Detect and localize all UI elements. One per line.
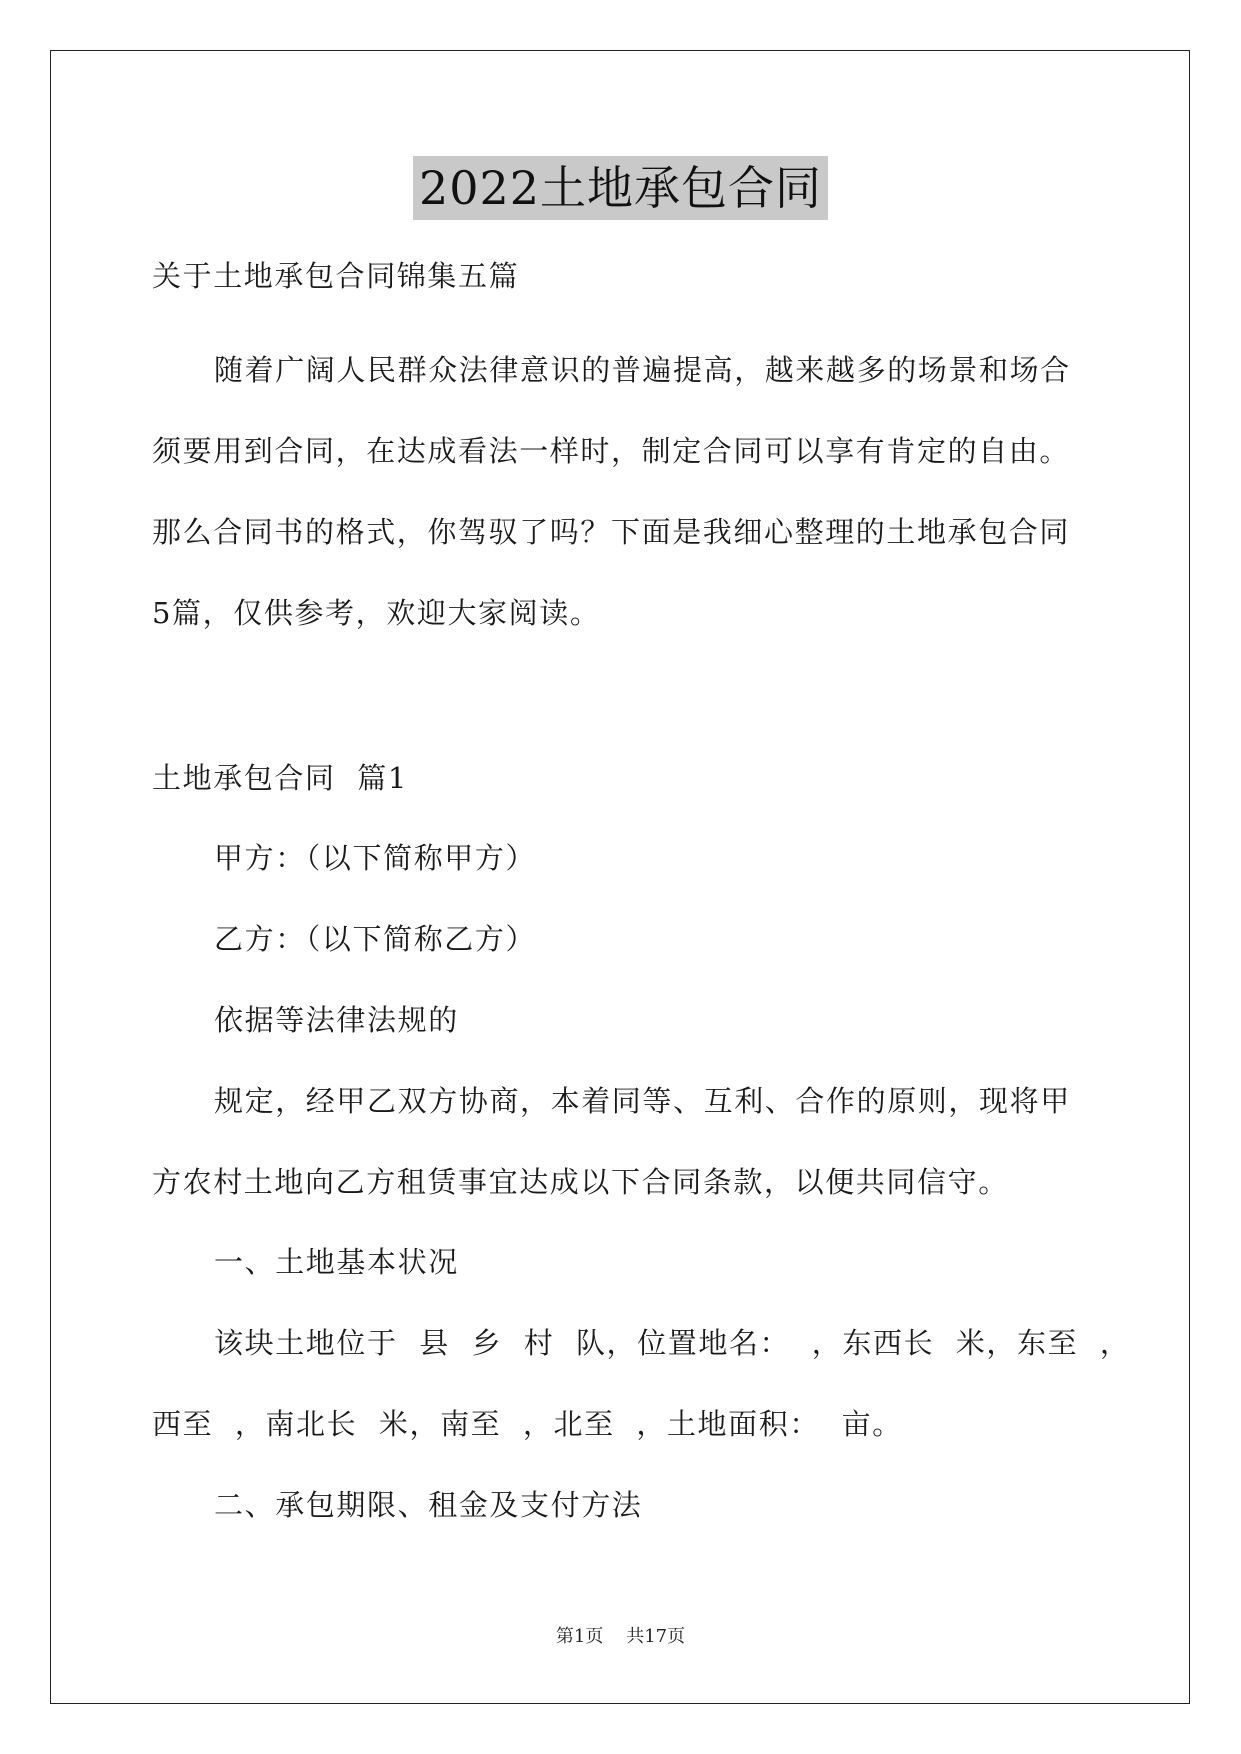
land-location-line-2: 西至 ，南北长 米，南至 ，北至 ，土地面积： 亩。 — [152, 1407, 903, 1441]
intro-line-3: 那么合同书的格式，你驾驭了吗？下面是我细心整理的土地承包合同 — [152, 515, 1071, 549]
intro-line-2: 须要用到合同，在达成看法一样时，制定合同可以享有肯定的自由。 — [152, 434, 1071, 468]
basis-line: 依据等法律法规的 — [214, 1003, 459, 1037]
intro-line-1: 随着广阔人民群众法律意识的普遍提高，越来越多的场景和场合 — [214, 353, 1071, 387]
document-title: 2022土地承包合同 — [413, 156, 828, 220]
page-number-footer: 第1页 共17页 — [555, 1626, 686, 1647]
title-container — [0, 156, 1241, 220]
party-a-line: 甲方：（以下简称甲方） — [214, 841, 537, 875]
subtitle: 关于土地承包合同锦集五篇 — [152, 259, 520, 293]
clause-two-heading: 二、承包期限、租金及支付方法 — [214, 1488, 643, 1522]
land-location-line-1: 该块土地位于 县 乡 村 队，位置地名： ，东西长 米，东至 ， — [214, 1326, 1131, 1360]
section-heading: 土地承包合同 篇1 — [152, 761, 408, 795]
intro-line-4: 5篇，仅供参考，欢迎大家阅读。 — [152, 596, 601, 630]
paragraph-line-2: 方农村土地向乙方租赁事宜达成以下合同条款，以便共同信守。 — [152, 1165, 1009, 1199]
paragraph-line-1: 规定，经甲乙双方协商，本着同等、互利、合作的原则，现将甲 — [214, 1084, 1071, 1118]
party-b-line: 乙方：（以下简称乙方） — [214, 922, 537, 956]
clause-one-heading: 一、土地基本状况 — [214, 1245, 459, 1279]
